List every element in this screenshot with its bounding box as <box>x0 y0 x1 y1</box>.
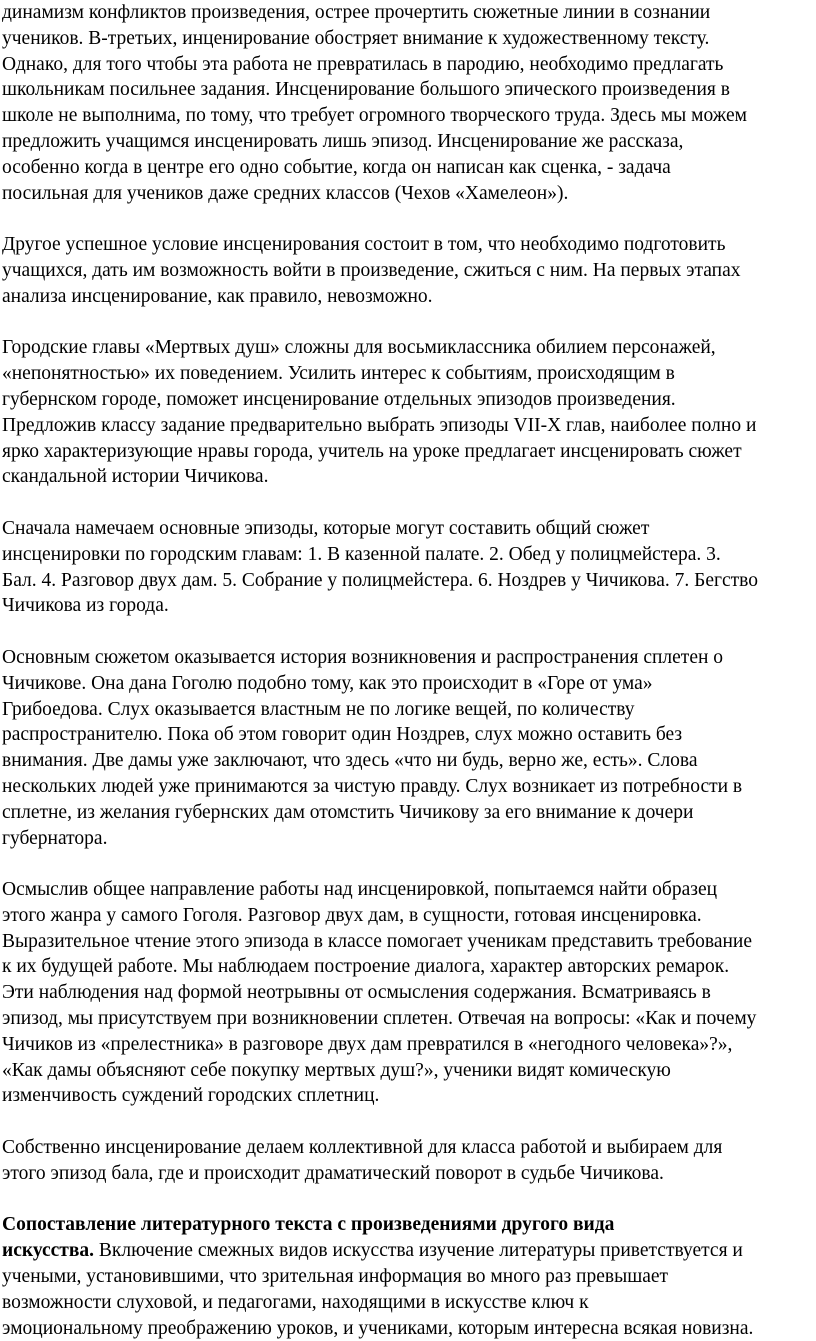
text-line: Эти наблюдения над формой неотрывны от осмысления содержания. Всматриваясь в <box>2 982 711 1004</box>
paragraph-1 <box>2 0 816 206</box>
text-line: ярко характеризующие нравы города, учитель на уроке предлагает инсценировать сюжет <box>2 440 742 462</box>
text-line: Основным сюжетом оказывается история возникновения и распространения сплетен о <box>2 646 724 668</box>
text-line: губернатора. <box>2 827 108 849</box>
text-line: Грибоедова. Слух оказывается властным не по логике вещей, по количеству <box>2 698 635 720</box>
text-line: особенно когда в центре его одно событие, когда он написан как сценка, - задача <box>2 156 671 178</box>
text-line: этого жанра у самого Гоголя. Разговор двух дам, в сущности, готовая инсценировка. <box>2 904 702 926</box>
text-line: инсценировки по городским главам: 1. В казенной палате. 2. Обед у полицмейстера. 3. <box>2 543 721 565</box>
text-line: изменчивость суждений городских сплетниц. <box>2 1085 380 1107</box>
text-line: скандальной истории Чичикова. <box>2 466 269 488</box>
paragraph-3 <box>2 335 816 490</box>
text-line: Сначала намечаем основные эпизоды, которые могут составить общий сюжет <box>2 517 650 539</box>
paragraph-5 <box>2 645 816 851</box>
text-line: школьникам посильнее задания. Инсценирование большого эпического произведения в <box>2 79 730 101</box>
text-line: посильная для учеников даже средних классов (Чехов «Хамелеон»). <box>2 182 569 204</box>
text-line: Предложив классу задание предварительно выбрать эпизоды VII-X глав, наиболее полно и <box>2 414 757 436</box>
text-line: Городские главы «Мертвых душ» сложны для восьмиклассника обилием персонажей, <box>2 337 716 359</box>
text-line: сплетне, из желания губернских дам отомстить Чичикову за его внимание к дочери <box>2 801 694 823</box>
text-line: эмоциональному преображению уроков, и учениками, которым интересна всякая новизна. <box>2 1317 754 1339</box>
text-line: Собственно инсценирование делаем коллективной для класса работой и выбираем для <box>2 1137 723 1159</box>
text-line: Бал. 4. Разговор двух дам. 5. Собрание у полицмейстера. 6. Ноздрев у Чичикова. 7. Бегство <box>2 569 758 591</box>
text-line: этого эпизод бала, где и происходит драматический поворот в судьбе Чичикова. <box>2 1162 664 1184</box>
text-line: учеными, установившими, что зрительная информация во много раз превышает <box>2 1266 669 1288</box>
paragraph-8 <box>2 1212 816 1341</box>
paragraph-4 <box>2 516 816 619</box>
text-line: эпизод, мы присутствуем при возникновении сплетен. Отвечая на вопросы: «Как и почему <box>2 1008 757 1030</box>
paragraph-2 <box>2 232 816 309</box>
text-line <box>2 1238 816 1264</box>
section-heading-end: искусства. <box>2 1240 95 1262</box>
text-line: «непонятностью» их поведением. Усилить интерес к событиям, происходящим в <box>2 363 675 385</box>
text-line: предложить учащимся инсценировать лишь эпизод. Инсценирование же рассказа, <box>2 130 684 152</box>
text-line: учащихся, дать им возможность войти в произведение, сжиться с ним. На первых этапах <box>2 259 741 281</box>
text-line: внимания. Две дамы уже заключают, что здесь «что ни будь, верно же, есть». Слова <box>2 750 698 772</box>
paragraph-6 <box>2 877 816 1109</box>
text-line: возможности слуховой, и педагогами, находящими в искусстве ключ к <box>2 1291 589 1313</box>
section-heading: Сопоставление литературного текста с произведениями другого вида <box>2 1214 615 1236</box>
text-line: к их будущей работе. Мы наблюдаем построение диалога, характер авторских ремарок. <box>2 956 730 978</box>
text-line: нескольких людей уже принимаются за чистую правду. Слух возникает из потребности в <box>2 775 743 797</box>
text-line: школе не выполнима, по тому, что требует огромного творческого труда. Здесь мы можем <box>2 105 747 127</box>
text-line: Выразительное чтение этого эпизода в классе помогает ученикам представить требование <box>2 930 753 952</box>
paragraph-7 <box>2 1135 816 1187</box>
text-line: Осмыслив общее направление работы над инсценировкой, попытаемся найти образец <box>2 879 718 901</box>
text-line: Чичиков из «прелестника» в разговоре двух дам превратился в «негодного человека»?», <box>2 1033 733 1055</box>
text-line: «Как дамы объясняют себе покупку мертвых душ?», ученики видят комическую <box>2 1059 671 1081</box>
text-line: Однако, для того чтобы эта работа не превратилась в пародию, необходимо предлагать <box>2 53 724 75</box>
text-line: Чичикове. Она дана Гоголю подобно тому, как это происходит в «Горе от ума» <box>2 672 653 694</box>
text-line: анализа инсценирование, как правило, невозможно. <box>2 285 433 307</box>
text-line: учеников. В-третьих, инценирование обостряет внимание к художественному тексту. <box>2 27 710 49</box>
text-line: распространителю. Пока об этом говорит один Ноздрев, слух можно оставить без <box>2 724 683 746</box>
text-line: Чичикова из города. <box>2 595 169 617</box>
text-fragment: Включение смежных видов искусства изучение литературы приветствуется и <box>94 1240 743 1262</box>
text-line: Другое успешное условие инсценирования состоит в том, что необходимо подготовить <box>2 234 726 256</box>
text-line: динамизм конфликтов произведения, острее прочертить сюжетные линии в сознании <box>2 2 711 23</box>
text-line: губернском городе, поможет инсценирование отдельных эпизодов произведения. <box>2 388 676 410</box>
